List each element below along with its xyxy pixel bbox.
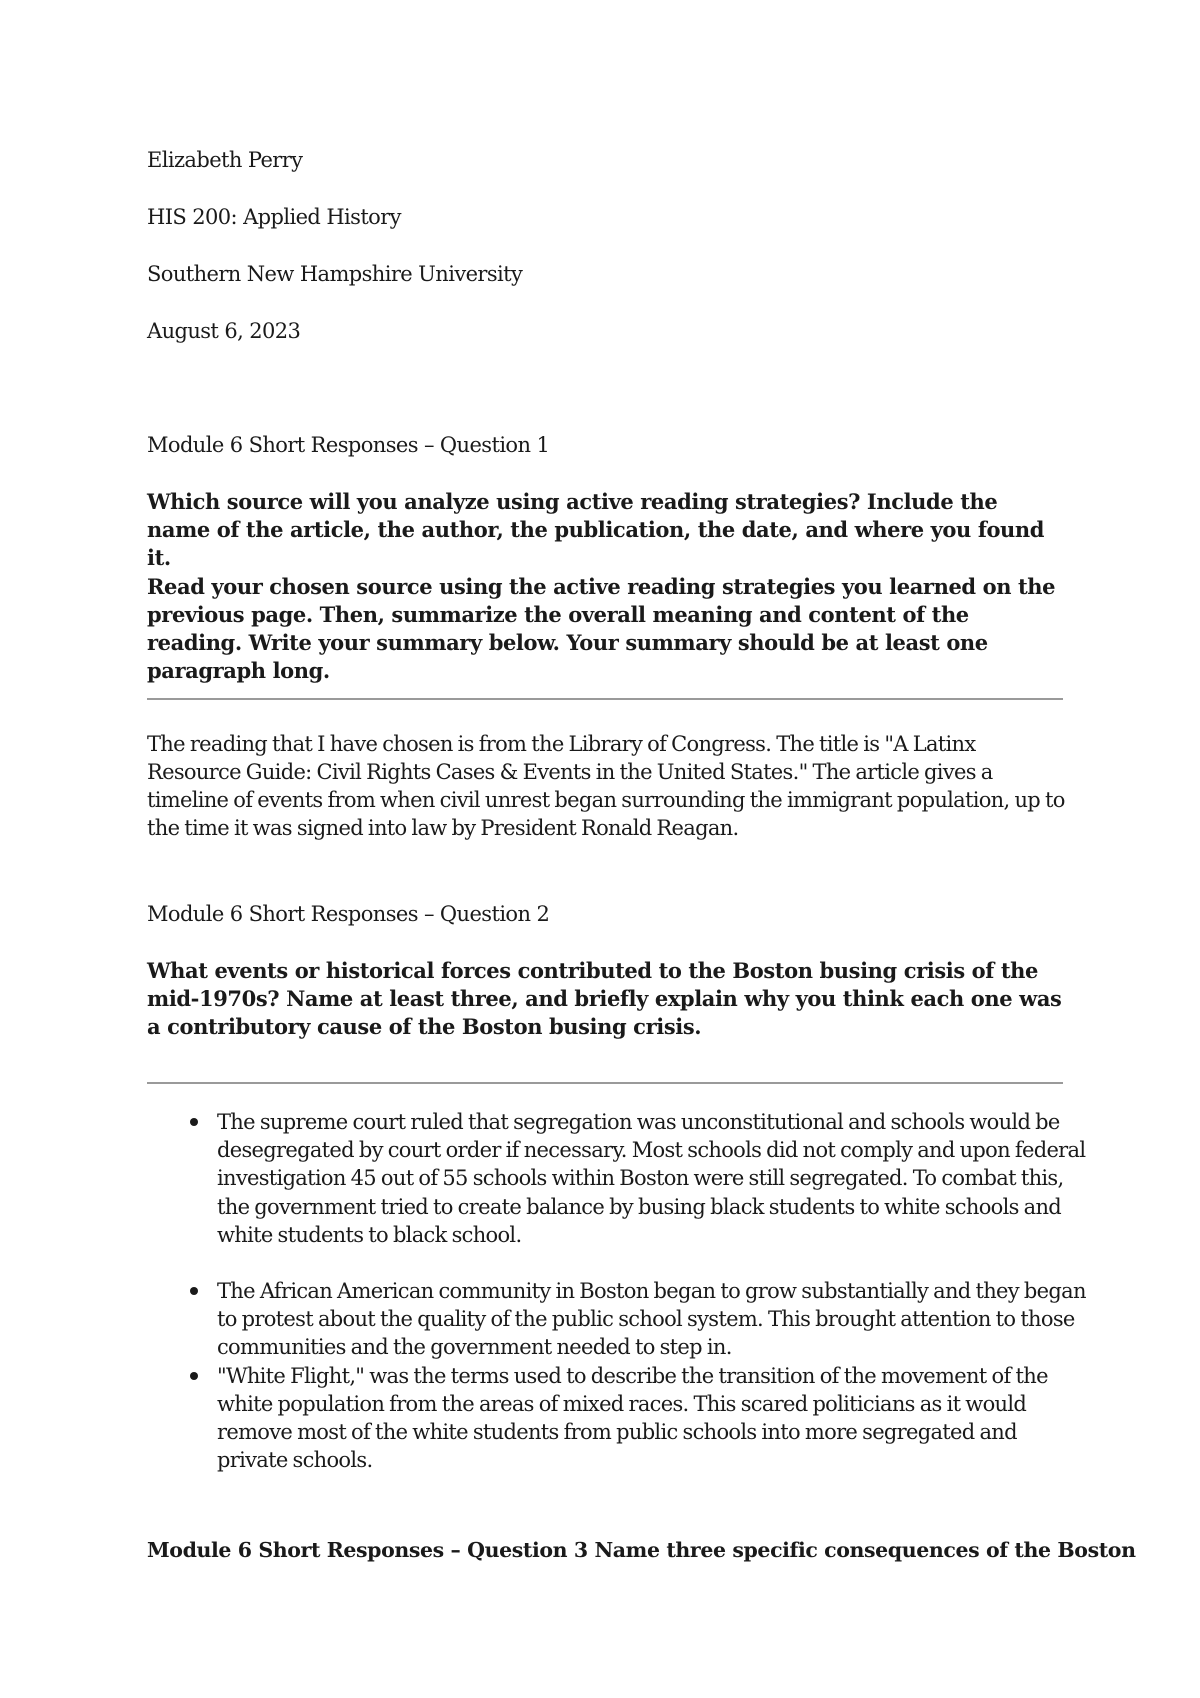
question-3-heading: Module 6 Short Responses – Question 3 Name three specific consequences of the Boston xyxy=(147,1538,1136,1562)
bullet-icon xyxy=(190,1118,198,1126)
course-title: HIS 200: Applied History xyxy=(147,205,401,229)
bullet-icon xyxy=(190,1372,198,1380)
divider xyxy=(147,698,1063,700)
list-item-text: The African American community in Boston began to grow substantially and they began to protest about the quality of the public school system. This brought attention to those communities and the government needed to step in. xyxy=(217,1279,1086,1360)
list-item xyxy=(147,1277,1087,1362)
question-2-answer-list xyxy=(147,1108,1087,1474)
question-1-prompt-source: Which source will you analyze using active reading strategies? Include the name of the article, the author, the publication, the date, and where you found it. xyxy=(147,489,1045,570)
divider xyxy=(147,1082,1063,1084)
bullet-icon xyxy=(190,1287,198,1295)
question-1-prompt-summary: Read your chosen source using the active reading strategies you learned on the previous page. Then, summarize the overall meaning and content of the reading. Write your summary below. Your summary should be at least one paragraph long. xyxy=(147,574,1056,683)
list-item xyxy=(147,1108,1087,1249)
document-date: August 6, 2023 xyxy=(147,319,301,343)
question-2-prompt: What events or historical forces contributed to the Boston busing crisis of the mid-1970s? Name at least three, and briefly explain why you think each one was a contributory cause of the Boston busing crisis. xyxy=(147,958,1062,1039)
list-item-text: "White Flight," was the terms used to describe the transition of the movement of the white population from the areas of mixed races. This scared politicians as it would remove most of the white students from public schools into more segregated and private schools. xyxy=(217,1363,1048,1473)
list-item-text: The supreme court ruled that segregation was unconstitutional and schools would be desegregated by court order if necessary. Most schools did not comply and upon federal investigation 45 out of 55 schools within Boston were still segregated. To combat this, the government tried to create balance by busing black students to white schools and white students to black school. xyxy=(217,1110,1086,1247)
list-item xyxy=(147,1362,1087,1475)
author-name: Elizabeth Perry xyxy=(147,148,303,172)
question-1-answer: The reading that I have chosen is from the Library of Congress. The title is "A Latinx Resource Guide: Civil Rights Cases & Events in the United States." The article gives a timeline of events from when civil unrest began surrounding the immigrant population, up to the time it was signed into law by President Ronald Reagan. xyxy=(147,732,1065,840)
university-name: Southern New Hampshire University xyxy=(147,262,523,286)
question-1-heading: Module 6 Short Responses – Question 1 xyxy=(147,433,550,457)
question-2-heading: Module 6 Short Responses – Question 2 xyxy=(147,902,550,926)
